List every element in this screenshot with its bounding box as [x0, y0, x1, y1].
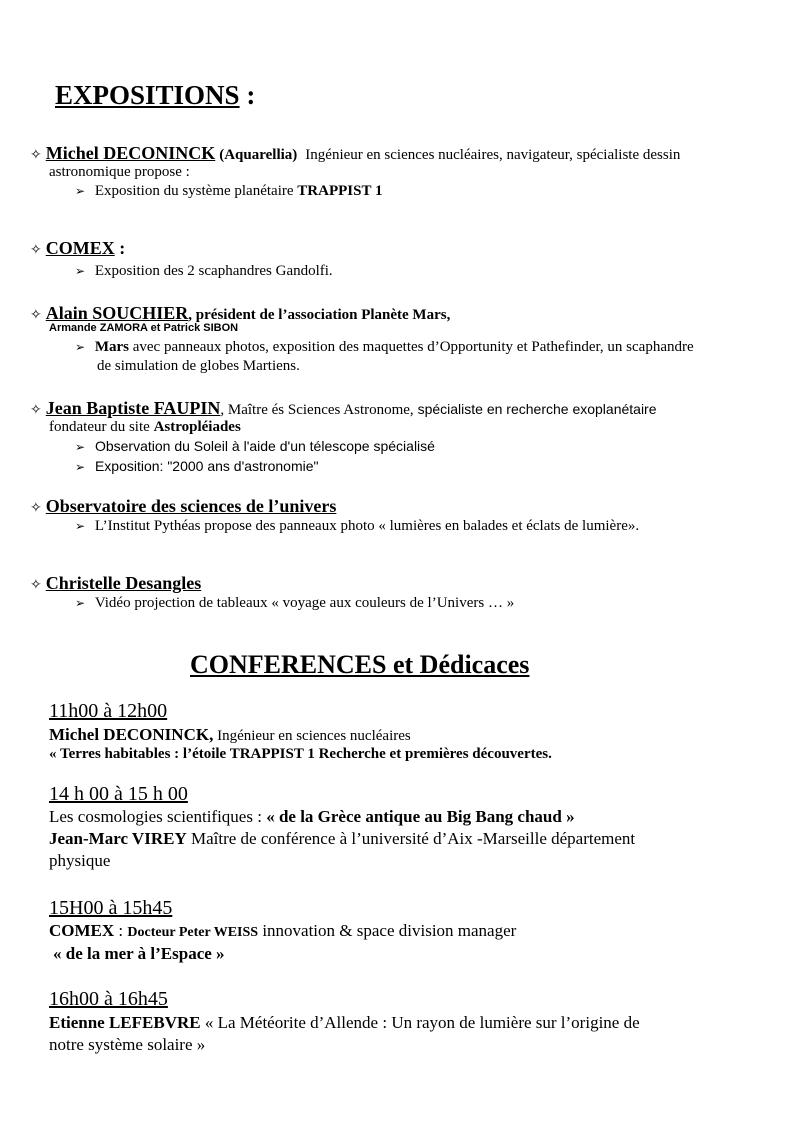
entry-observatoire	[30, 496, 336, 517]
bullet-text-cont: de simulation de globes Martiens.	[97, 358, 300, 374]
arrowhead-bullet-icon: ➢	[75, 596, 86, 610]
expositions-title: EXPOSITIONS	[55, 80, 240, 110]
four-point-star-icon: ✧	[30, 307, 42, 323]
session-time: 14 h 00 à 15 h 00	[49, 783, 188, 805]
bullet-text: L’Institut Pythéas propose des panneaux photo « lumières en balades et éclats de lumière».	[94, 518, 640, 534]
entry-name: Michel DECONINCK	[45, 143, 216, 163]
session-role-cont: physique	[49, 851, 111, 870]
session-role: Ingénieur en sciences nucléaires	[213, 728, 411, 744]
session-speaker-line	[49, 920, 516, 944]
entry-desc2-bold: Astropléiades	[153, 419, 241, 435]
entry-desc: , Maître és Sciences Astronome,	[220, 402, 414, 418]
four-point-star-icon: ✧	[30, 500, 42, 516]
bullet-text: Observation du Soleil à l'aide d'un télescope spécialisé	[94, 438, 435, 454]
session-speaker-line	[49, 725, 411, 745]
entry-deconinck	[30, 143, 680, 164]
bullet-text: avec panneaux photos, exposition des maquettes d’Opportunity et Pathefinder, un scaphandre	[128, 339, 694, 355]
entry-name: Observatoire des sciences de l’univers	[45, 496, 337, 516]
bullet-text: Exposition: "2000 ans d'astronomie"	[94, 458, 319, 474]
conferences-title: CONFERENCES et Dédicaces	[190, 650, 530, 679]
entry-desangles	[30, 573, 201, 594]
session-org: COMEX	[49, 921, 115, 940]
session-speaker: Docteur Peter WEISS	[127, 925, 259, 940]
entry-souchier	[30, 303, 450, 324]
list-item	[75, 182, 382, 200]
session-colon: :	[114, 921, 128, 940]
session-intro: Les cosmologies scientifiques :	[49, 807, 267, 826]
list-item	[75, 338, 694, 356]
arrowhead-bullet-icon: ➢	[75, 440, 86, 454]
session-speaker: Jean-Marc VIREY	[49, 829, 187, 848]
entry-name: Alain SOUCHIER	[45, 303, 189, 323]
session-role: innovation & space division manager	[258, 921, 517, 940]
entry-desc2: fondateur du site	[49, 419, 154, 435]
four-point-star-icon: ✧	[30, 147, 42, 163]
session-speaker: Michel DECONINCK,	[49, 725, 214, 744]
four-point-star-icon: ✧	[30, 242, 42, 258]
entry-faupin	[30, 398, 657, 419]
entry-desc-cont: astronomique propose :	[49, 164, 190, 180]
session-speaker-line	[49, 828, 635, 850]
entry-name: Jean Baptiste FAUPIN	[45, 398, 221, 418]
session-intro-line	[49, 806, 575, 828]
session-time: 11h00 à 12h00	[49, 700, 168, 722]
entry-colon: :	[114, 238, 126, 258]
arrowhead-bullet-icon: ➢	[75, 519, 86, 533]
session-time: 16h00 à 16h45	[49, 988, 168, 1010]
session-talk: « Terres habitables : l’étoile TRAPPIST 1 Recherche et premières découvertes.	[49, 746, 552, 762]
session-talk: « La Météorite d’Allende : Un rayon de lumière sur l’origine de	[200, 1013, 640, 1032]
entry-desc-cont	[49, 418, 241, 436]
arrowhead-bullet-icon: ➢	[75, 264, 86, 278]
session-speaker: Etienne LEFEBVRE	[49, 1013, 201, 1032]
list-item	[75, 438, 435, 454]
list-item	[75, 594, 514, 612]
entry-name: COMEX	[45, 238, 115, 258]
expositions-heading	[55, 80, 255, 111]
entry-name: Christelle Desangles	[45, 573, 202, 593]
session-talk: « de la Grèce antique au Big Bang chaud »	[266, 807, 575, 826]
list-item	[75, 517, 639, 535]
list-item	[75, 458, 318, 474]
session-speaker-line	[49, 1012, 640, 1034]
entry-comex	[30, 238, 125, 259]
session-talk: « de la mer à l’Espace »	[53, 944, 225, 963]
entry-sub: Armande ZAMORA et Patrick SIBON	[49, 322, 239, 334]
expositions-colon: :	[239, 80, 256, 110]
arrowhead-bullet-icon: ➢	[75, 460, 86, 474]
session-role: Maître de conférence à l’université d’Aix -Marseille département	[186, 829, 636, 848]
bullet-text: Exposition du système planétaire	[94, 183, 298, 199]
session-talk-cont: notre système solaire »	[49, 1035, 206, 1054]
bullet-bold: TRAPPIST 1	[297, 183, 383, 199]
list-item	[75, 262, 333, 280]
arrowhead-bullet-icon: ➢	[75, 184, 86, 198]
four-point-star-icon: ✧	[30, 402, 42, 418]
bullet-text: Exposition des 2 scaphandres Gandolfi.	[94, 263, 333, 279]
session-time: 15H00 à 15h45	[49, 897, 173, 919]
four-point-star-icon: ✧	[30, 577, 42, 593]
bullet-text: Vidéo projection de tableaux « voyage aux couleurs de l’Univers … »	[94, 595, 515, 611]
arrowhead-bullet-icon: ➢	[75, 340, 86, 354]
entry-org: (Aquarellia)	[219, 147, 298, 163]
entry-desc-sans: spécialiste en recherche exoplanétaire	[413, 401, 657, 417]
entry-desc: , président de l’association Planète Mars,	[188, 307, 451, 323]
entry-desc: Ingénieur en sciences nucléaires, navigateur, spécialiste dessin	[305, 147, 681, 163]
bullet-bold: Mars	[94, 339, 129, 355]
